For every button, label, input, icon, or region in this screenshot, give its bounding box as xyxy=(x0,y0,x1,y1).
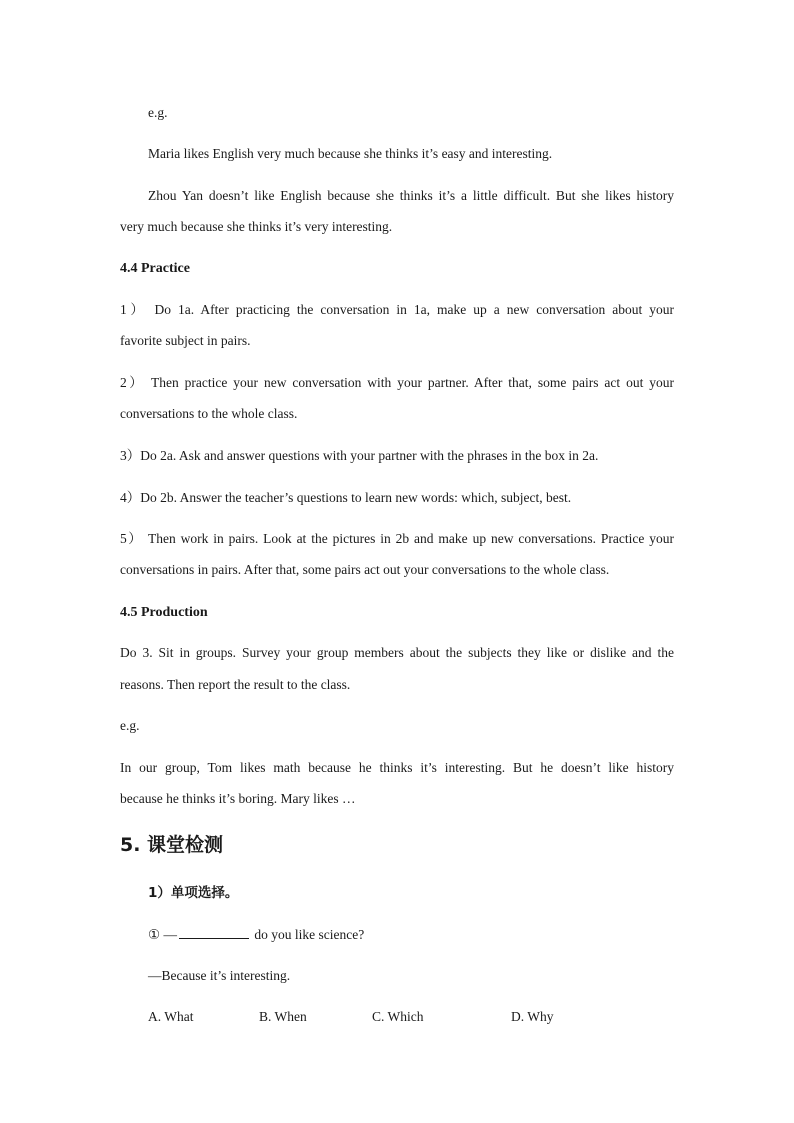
practice-item-4: 4）Do 2b. Answer the teacher’s questions to learn new words: which, subject, best. xyxy=(120,490,572,505)
example-sentence-maria: Maria likes English very much because she thinks it’s easy and interesting. xyxy=(148,146,553,161)
section-heading-production: 4.5 Production xyxy=(120,605,208,620)
practice-item-2-line2: conversations to the whole class. xyxy=(120,406,298,421)
option-b: B. When xyxy=(259,1009,307,1024)
production-example-line1: In our group, Tom likes math because he thinks it’s interesting. But he doesn’t like history xyxy=(120,760,674,775)
practice-item-2-line1: 2） Then practice your new conversation with your partner. After that, some pairs act out your xyxy=(120,375,674,390)
production-text-line1: Do 3. Sit in groups. Survey your group members about the subjects they like or dislike and the xyxy=(120,645,674,660)
section-heading-classroom-test: 5. 课堂检测 xyxy=(120,834,224,856)
section-heading-practice: 4.4 Practice xyxy=(120,261,190,276)
practice-item-1-line2: favorite subject in pairs. xyxy=(120,333,251,348)
option-c: C. Which xyxy=(372,1009,424,1024)
production-example-label: e.g. xyxy=(120,718,140,733)
example-sentence-zhou-line2: very much because she thinks it’s very interesting. xyxy=(120,219,393,234)
example-label: e.g. xyxy=(148,105,168,120)
question-1 xyxy=(148,926,364,943)
production-example-line2: because he thinks it’s boring. Mary likes … xyxy=(120,791,356,806)
subsection-single-choice: 1）单项选择。 xyxy=(148,885,239,901)
option-a: A. What xyxy=(148,1009,194,1024)
practice-item-1-line1: 1） Do 1a. After practicing the conversation in 1a, make up a new conversation about your xyxy=(120,302,674,317)
question-1-suffix: do you like science? xyxy=(250,927,365,942)
option-d: D. Why xyxy=(511,1009,554,1024)
answer-blank xyxy=(179,926,249,939)
question-1-answer: —Because it’s interesting. xyxy=(148,968,291,983)
example-sentence-zhou-line1: Zhou Yan doesn’t like English because she thinks it’s a little difficult. But she likes history xyxy=(148,188,674,203)
production-text-line2: reasons. Then report the result to the class. xyxy=(120,677,351,692)
practice-item-3: 3）Do 2a. Ask and answer questions with your partner with the phrases in the box in 2a. xyxy=(120,448,599,463)
practice-item-5-line2: conversations in pairs. After that, some pairs act out your conversations to the whole class. xyxy=(120,562,610,577)
question-1-prefix: ① — xyxy=(148,927,177,942)
practice-item-5-line1: 5） Then work in pairs. Look at the pictures in 2b and make up new conversations. Practice your xyxy=(120,531,674,546)
